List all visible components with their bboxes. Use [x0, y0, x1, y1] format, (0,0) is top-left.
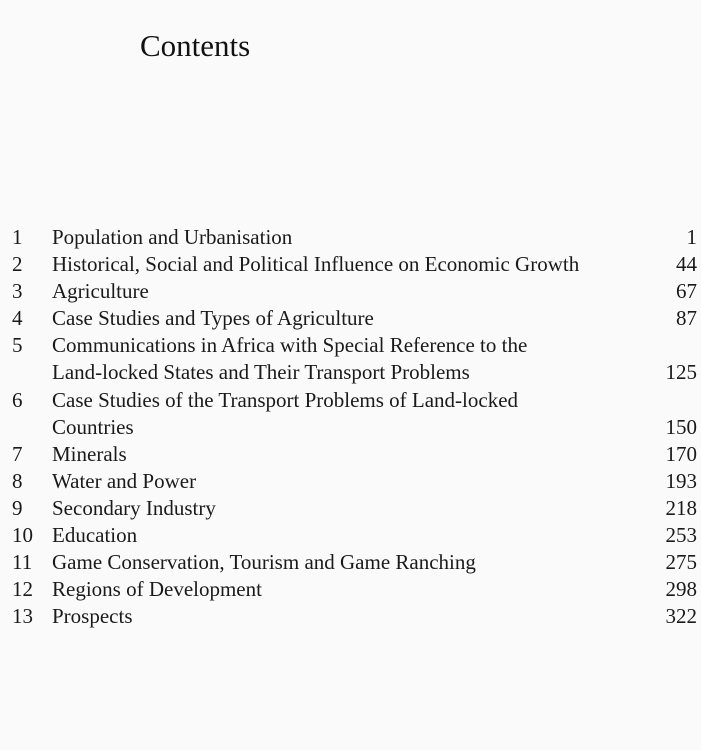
chapter-title: Regions of Development [52, 577, 262, 602]
page-number: 253 [665, 523, 697, 548]
chapter-title: Secondary Industry [52, 495, 216, 520]
toc-entry [0, 441, 701, 468]
chapter-title: Historical, Social and Political Influence on Economic Growth [52, 252, 580, 277]
page-number: 275 [665, 550, 697, 575]
toc-entry [0, 414, 701, 441]
chapter-number: 7 [12, 441, 23, 466]
toc-entry [0, 495, 701, 522]
toc-entry [0, 576, 701, 603]
page-title: Contents [140, 28, 251, 63]
toc-entry [0, 278, 701, 305]
toc-entry [0, 468, 701, 495]
chapter-title: Game Conservation, Tourism and Game Ranching [52, 550, 476, 575]
chapter-title: Communications in Africa with Special Reference to the [52, 333, 528, 358]
page-number: 322 [665, 604, 697, 629]
toc-entry [0, 305, 701, 332]
page-number: 125 [665, 360, 697, 385]
chapter-number: 1 [12, 225, 23, 249]
chapter-number: 4 [12, 306, 23, 331]
chapter-title: Land-locked States and Their Transport Problems [52, 360, 470, 385]
page-number: 170 [665, 441, 697, 466]
chapter-number: 2 [12, 252, 23, 277]
toc-entry [0, 251, 701, 278]
chapter-number: 13 [12, 604, 33, 629]
chapter-number: 10 [12, 523, 33, 548]
table-of-contents [0, 224, 701, 630]
chapter-title: Case Studies of the Transport Problems of Land-locked [52, 387, 519, 412]
toc-entry [0, 549, 701, 576]
page-number: 298 [665, 577, 697, 602]
chapter-title: Case Studies and Types of Agriculture [52, 306, 374, 331]
chapter-title: Water and Power [52, 468, 197, 493]
page-number: 218 [665, 495, 697, 520]
chapter-title: Education [52, 523, 138, 548]
page-number: 67 [676, 279, 697, 304]
toc-entry [0, 522, 701, 549]
page-number: 1 [686, 225, 697, 249]
chapter-number: 3 [12, 279, 23, 304]
chapter-number: 9 [12, 495, 23, 520]
chapter-title: Countries [52, 414, 134, 439]
page-number: 150 [665, 414, 697, 439]
toc-entry [0, 332, 701, 359]
page-number: 87 [676, 306, 697, 331]
toc-entry [0, 224, 701, 251]
chapter-number: 8 [12, 468, 23, 493]
chapter-number: 12 [12, 577, 33, 602]
toc-entry [0, 603, 701, 630]
chapter-number: 6 [12, 387, 23, 412]
chapter-title: Minerals [52, 441, 127, 466]
page-number: 44 [676, 252, 697, 277]
page-number: 193 [665, 468, 697, 493]
chapter-title: Prospects [52, 604, 133, 629]
toc-entry [0, 387, 701, 414]
chapter-title: Agriculture [52, 279, 149, 304]
toc-entry [0, 359, 701, 386]
chapter-title: Population and Urbanisation [52, 225, 293, 249]
chapter-number: 5 [12, 333, 23, 358]
chapter-number: 11 [12, 550, 33, 575]
